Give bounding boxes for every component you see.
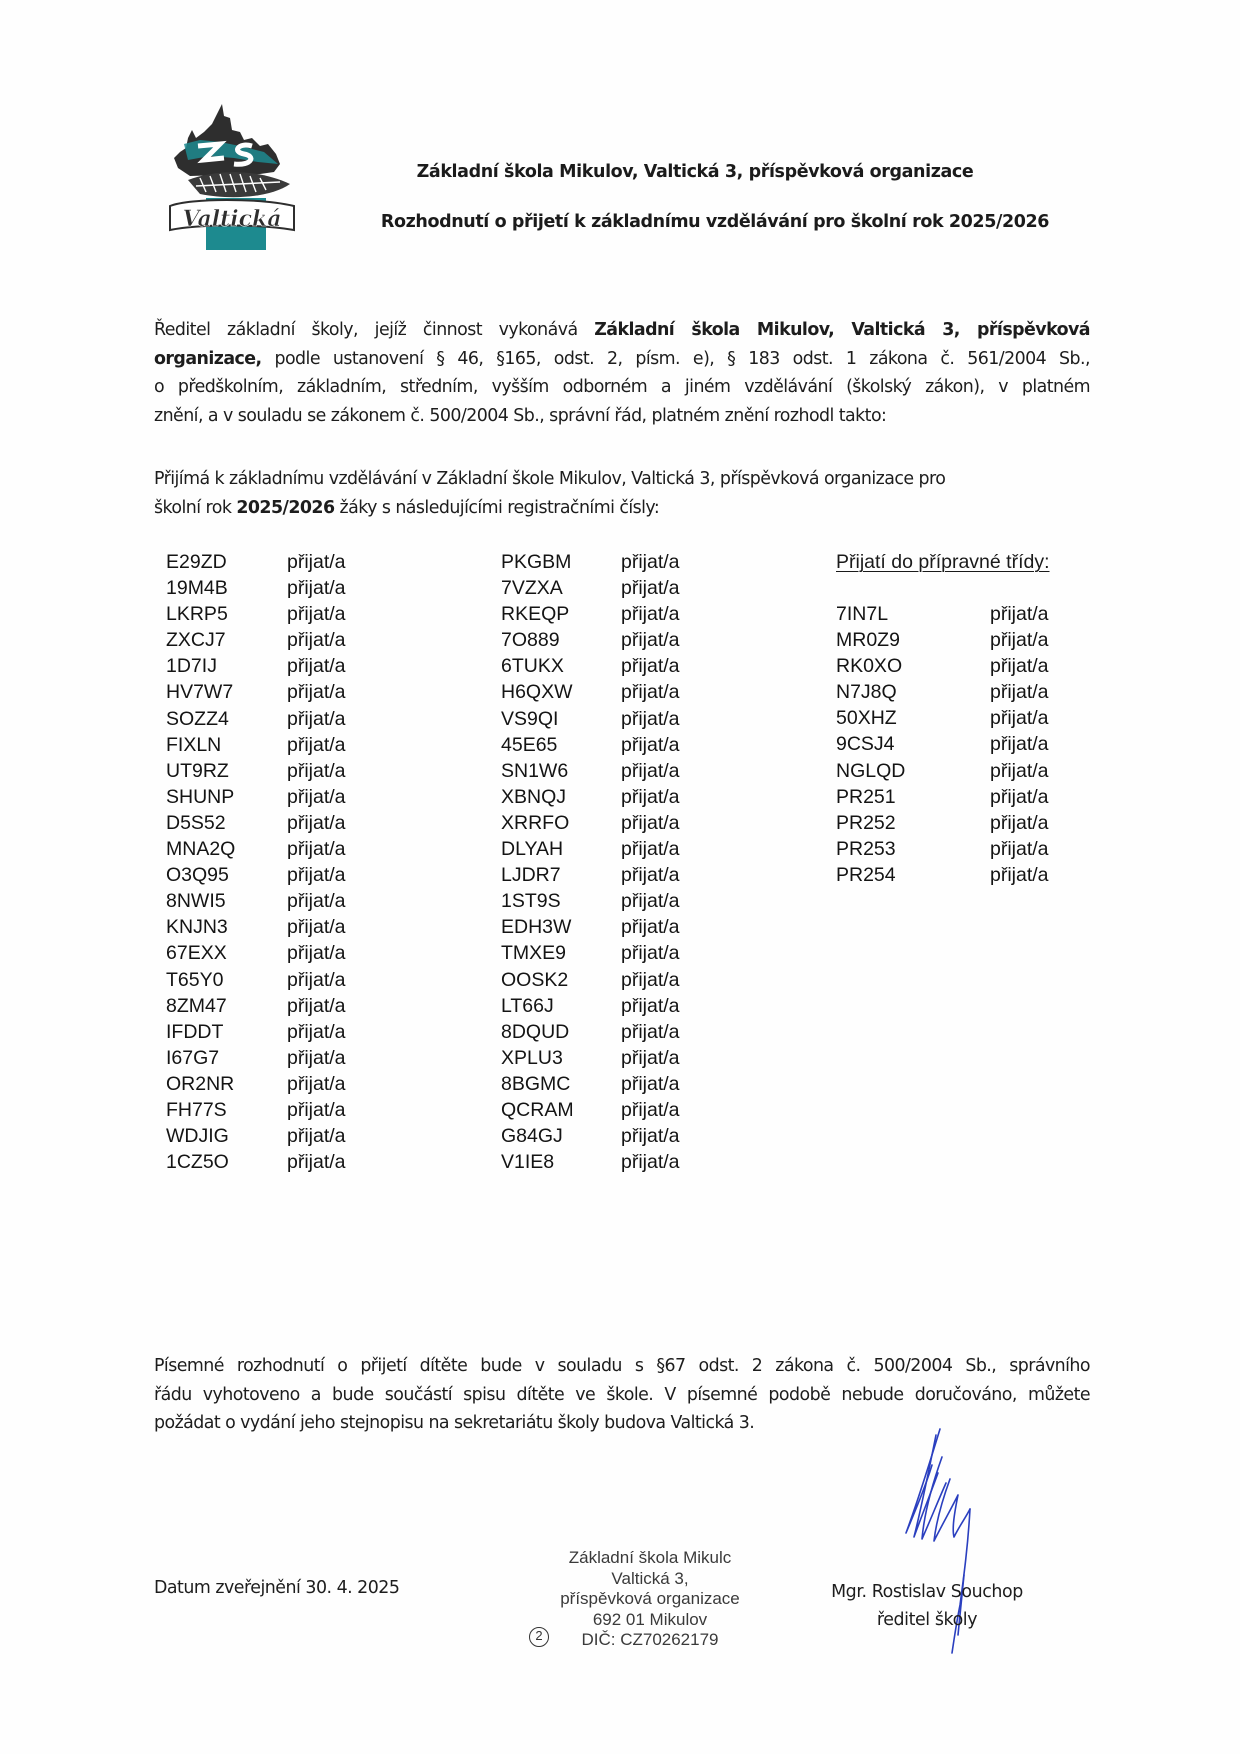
admission-status: přijat/a: [621, 811, 680, 834]
school-name-heading: Základní škola Mikulov, Valtická 3, příspěvková organizace: [416, 162, 974, 182]
document-title: Rozhodnutí o přijetí k základnímu vzdělávání pro školní rok 2025/2026: [380, 212, 1050, 232]
registration-code: I67G7: [166, 1046, 220, 1069]
admission-status: přijat/a: [990, 837, 1049, 860]
registration-code: N7J8Q: [836, 681, 897, 704]
registration-code: 8BGMC: [501, 1072, 571, 1095]
admission-status: přijat/a: [621, 890, 680, 913]
registration-code: LJDR7: [501, 864, 561, 887]
registration-code: G84GJ: [501, 1125, 563, 1148]
school-stamp: [540, 1548, 760, 1651]
notice-line-1: Písemné rozhodnutí o přijetí dítěte bude v souladu s §67 odst. 2 zákona č. 500/2004 Sb., správního: [154, 1356, 1090, 1376]
admission-status: přijat/a: [287, 759, 346, 782]
svg-text:Valtická: Valtická: [182, 206, 282, 232]
registration-code: O3Q95: [166, 864, 229, 887]
admission-status: přijat/a: [621, 968, 680, 991]
stamp-line-4: 692 01 Mikulov: [592, 1609, 708, 1629]
decision-line-1: Přijímá k základnímu vzdělávání v Základní škole Mikulov, Valtická 3, příspěvková organizace pro: [154, 469, 946, 489]
admission-status: přijat/a: [990, 707, 1049, 730]
stamp-line-1: Základní škola Mikulc: [568, 1548, 732, 1567]
registration-code: ZXCJ7: [166, 629, 226, 652]
organizace-bold: organizace,: [154, 348, 262, 369]
registration-code: FIXLN: [166, 733, 222, 756]
admission-status: přijat/a: [287, 603, 346, 626]
admission-status: přijat/a: [621, 1151, 680, 1174]
admission-status: přijat/a: [621, 1125, 680, 1148]
admission-status: přijat/a: [621, 1098, 680, 1121]
registration-code: H6QXW: [501, 681, 573, 704]
signer-block: [812, 1578, 1042, 1634]
notice-line-3: požádat o vydání jeho stejnopisu na sekretariátu školy budova Valtická 3.: [154, 1413, 755, 1433]
registration-code: PKGBM: [501, 551, 572, 573]
admission-status: přijat/a: [287, 968, 346, 991]
admission-status: přijat/a: [990, 811, 1049, 834]
admission-status: přijat/a: [621, 916, 680, 939]
admission-status: přijat/a: [287, 1020, 346, 1043]
admission-status: přijat/a: [287, 864, 346, 887]
admission-status: přijat/a: [621, 629, 680, 652]
admission-status: přijat/a: [621, 864, 680, 887]
admission-status: přijat/a: [621, 551, 680, 573]
registration-code: RK0XO: [836, 655, 903, 678]
admission-status: přijat/a: [990, 785, 1049, 808]
admission-status: přijat/a: [287, 785, 346, 808]
preparatory-class-heading: Přijatí do přípravné třídy:: [836, 551, 1050, 573]
admission-status: přijat/a: [287, 681, 346, 704]
admission-status: přijat/a: [287, 994, 346, 1017]
registration-code: 7VZXA: [501, 577, 563, 600]
admission-status: přijat/a: [990, 629, 1049, 652]
admission-status: přijat/a: [287, 707, 346, 730]
stamp-number-icon: 2: [529, 1627, 549, 1647]
registration-code: PR251: [836, 785, 896, 808]
admission-status: přijat/a: [990, 759, 1049, 782]
registration-code: XPLU3: [501, 1046, 563, 1069]
registration-code: MNA2Q: [166, 838, 236, 861]
registration-code: NGLQD: [836, 759, 906, 782]
registration-code: 1ST9S: [501, 890, 561, 913]
registration-code: IFDDT: [166, 1020, 224, 1043]
registration-code: 6TUKX: [501, 655, 564, 678]
admission-status: přijat/a: [287, 916, 346, 939]
registration-code: 45E65: [501, 733, 558, 756]
registration-code: KNJN3: [166, 916, 228, 939]
registration-code: 8ZM47: [166, 994, 227, 1017]
admission-status: přijat/a: [621, 994, 680, 1017]
intro-line-2: organizace, podle ustanovení § 46, §165, odst. 2, písm. e), § 183 odst. 1 zákona č. 561/2004 Sb.,: [154, 348, 1090, 369]
registration-code: 7O889: [501, 629, 560, 652]
intro-line-1: Ředitel základní školy, jejíž činnost vykonává Základní škola Mikulov, Valtická 3, příspěvková: [154, 320, 1090, 340]
registration-code: SN1W6: [501, 759, 569, 782]
school-logo-icon: [160, 102, 300, 252]
admission-status: přijat/a: [621, 733, 680, 756]
registration-code: PR254: [836, 863, 896, 886]
admission-status: přijat/a: [990, 655, 1049, 678]
admission-status: přijat/a: [287, 811, 346, 834]
admission-status: přijat/a: [621, 655, 680, 678]
registration-code: 19M4B: [166, 577, 228, 600]
admission-status: přijat/a: [287, 1098, 346, 1121]
registration-code: PR253: [836, 837, 896, 860]
school-year-bold: 2025/2026: [236, 497, 335, 518]
admission-status: přijat/a: [287, 1072, 346, 1095]
registration-code: 7IN7L: [836, 603, 889, 625]
intro-paragraph: [154, 316, 1090, 430]
stamp-line-2: Valtická 3,: [611, 1568, 689, 1588]
admission-status: přijat/a: [287, 942, 346, 965]
registration-code: VS9QI: [501, 707, 559, 730]
intro-line-3: o předškolním, základním, středním, vyšším odborném a jiném vzdělávání (školský zákon), v platném: [154, 377, 1090, 397]
admission-status: přijat/a: [621, 577, 680, 600]
registration-code: EDH3W: [501, 916, 572, 939]
stamp-line-3: příspěvková organizace: [560, 1589, 740, 1608]
registration-code: T65Y0: [166, 968, 224, 991]
registration-code: 9CSJ4: [836, 733, 895, 756]
registration-code: QCRAM: [501, 1098, 574, 1121]
admission-status: přijat/a: [287, 1151, 346, 1174]
admission-status: přijat/a: [990, 603, 1049, 625]
intro-line-4: znění, a v souladu se zákonem č. 500/2004 Sb., správní řád, platném znění rozhodl takto:: [154, 405, 887, 426]
registration-code: WDJIG: [166, 1125, 229, 1148]
admission-status: přijat/a: [621, 942, 680, 965]
registration-code: E29ZD: [166, 551, 227, 573]
admission-status: přijat/a: [287, 551, 346, 573]
registration-code: SOZZ4: [166, 707, 229, 730]
admission-status: přijat/a: [990, 733, 1049, 756]
admission-status: přijat/a: [990, 681, 1049, 704]
admission-status: přijat/a: [287, 1046, 346, 1069]
admission-status: přijat/a: [621, 603, 680, 626]
registration-code: PR252: [836, 811, 896, 834]
admission-status: přijat/a: [287, 577, 346, 600]
registration-code: LT66J: [501, 994, 554, 1017]
registration-code: 8DQUD: [501, 1020, 570, 1043]
registration-code: TMXE9: [501, 942, 567, 965]
admission-status: přijat/a: [621, 1072, 680, 1095]
notice-line-2: řádu vyhotoveno a bude součástí spisu dítěte ve škole. V písemné podobě nebude doručováno, můžete: [154, 1384, 1090, 1405]
registration-code: 8NWI5: [166, 890, 226, 913]
school-logo: [160, 102, 300, 252]
registration-code: 1D7IJ: [166, 655, 217, 678]
admission-status: přijat/a: [287, 1125, 346, 1148]
decision-paragraph: [154, 465, 1090, 522]
registration-code: FH77S: [166, 1098, 227, 1121]
admission-status: přijat/a: [621, 785, 680, 808]
admission-status: přijat/a: [287, 733, 346, 756]
admission-status: přijat/a: [287, 655, 346, 678]
registration-code: UT9RZ: [166, 759, 229, 782]
signer-role: ředitel školy: [876, 1610, 978, 1630]
registration-code: 1CZ5O: [166, 1151, 229, 1174]
signer-name: Mgr. Rostislav Souchop: [831, 1582, 1023, 1602]
registration-code: D5S52: [166, 811, 226, 834]
decision-line-2: školní rok 2025/2026 žáky s následujícími registračními čísly:: [154, 497, 660, 518]
registration-code: HV7W7: [166, 681, 234, 704]
stamp-line-5: DIČ: CZ70262179: [581, 1630, 719, 1649]
registration-code: 50XHZ: [836, 707, 897, 730]
registration-code: OOSK2: [501, 968, 569, 991]
admission-status: přijat/a: [621, 1020, 680, 1043]
school-name-bold: Základní škola Mikulov, Valtická 3, příspěvková: [594, 320, 1090, 340]
admission-status: přijat/a: [621, 1046, 680, 1069]
publication-date: Datum zveřejnění 30. 4. 2025: [154, 1578, 400, 1598]
registration-code: SHUNP: [166, 785, 235, 808]
admission-status: přijat/a: [990, 863, 1049, 886]
registration-code: V1IE8: [501, 1151, 555, 1174]
admission-status: přijat/a: [621, 759, 680, 782]
registration-code: XBNQJ: [501, 785, 567, 808]
registration-code: 67EXX: [166, 942, 227, 965]
registration-code: DLYAH: [501, 838, 564, 861]
admission-status: přijat/a: [287, 838, 346, 861]
admission-status: přijat/a: [287, 890, 346, 913]
registration-code: OR2NR: [166, 1072, 235, 1095]
admission-status: přijat/a: [621, 681, 680, 704]
registration-code: RKEQP: [501, 603, 570, 626]
registration-code: LKRP5: [166, 603, 228, 626]
registration-code: XRRFO: [501, 811, 570, 834]
registration-code: MR0Z9: [836, 629, 900, 652]
admission-status: přijat/a: [621, 838, 680, 861]
admission-status: přijat/a: [621, 707, 680, 730]
admission-status: přijat/a: [287, 629, 346, 652]
